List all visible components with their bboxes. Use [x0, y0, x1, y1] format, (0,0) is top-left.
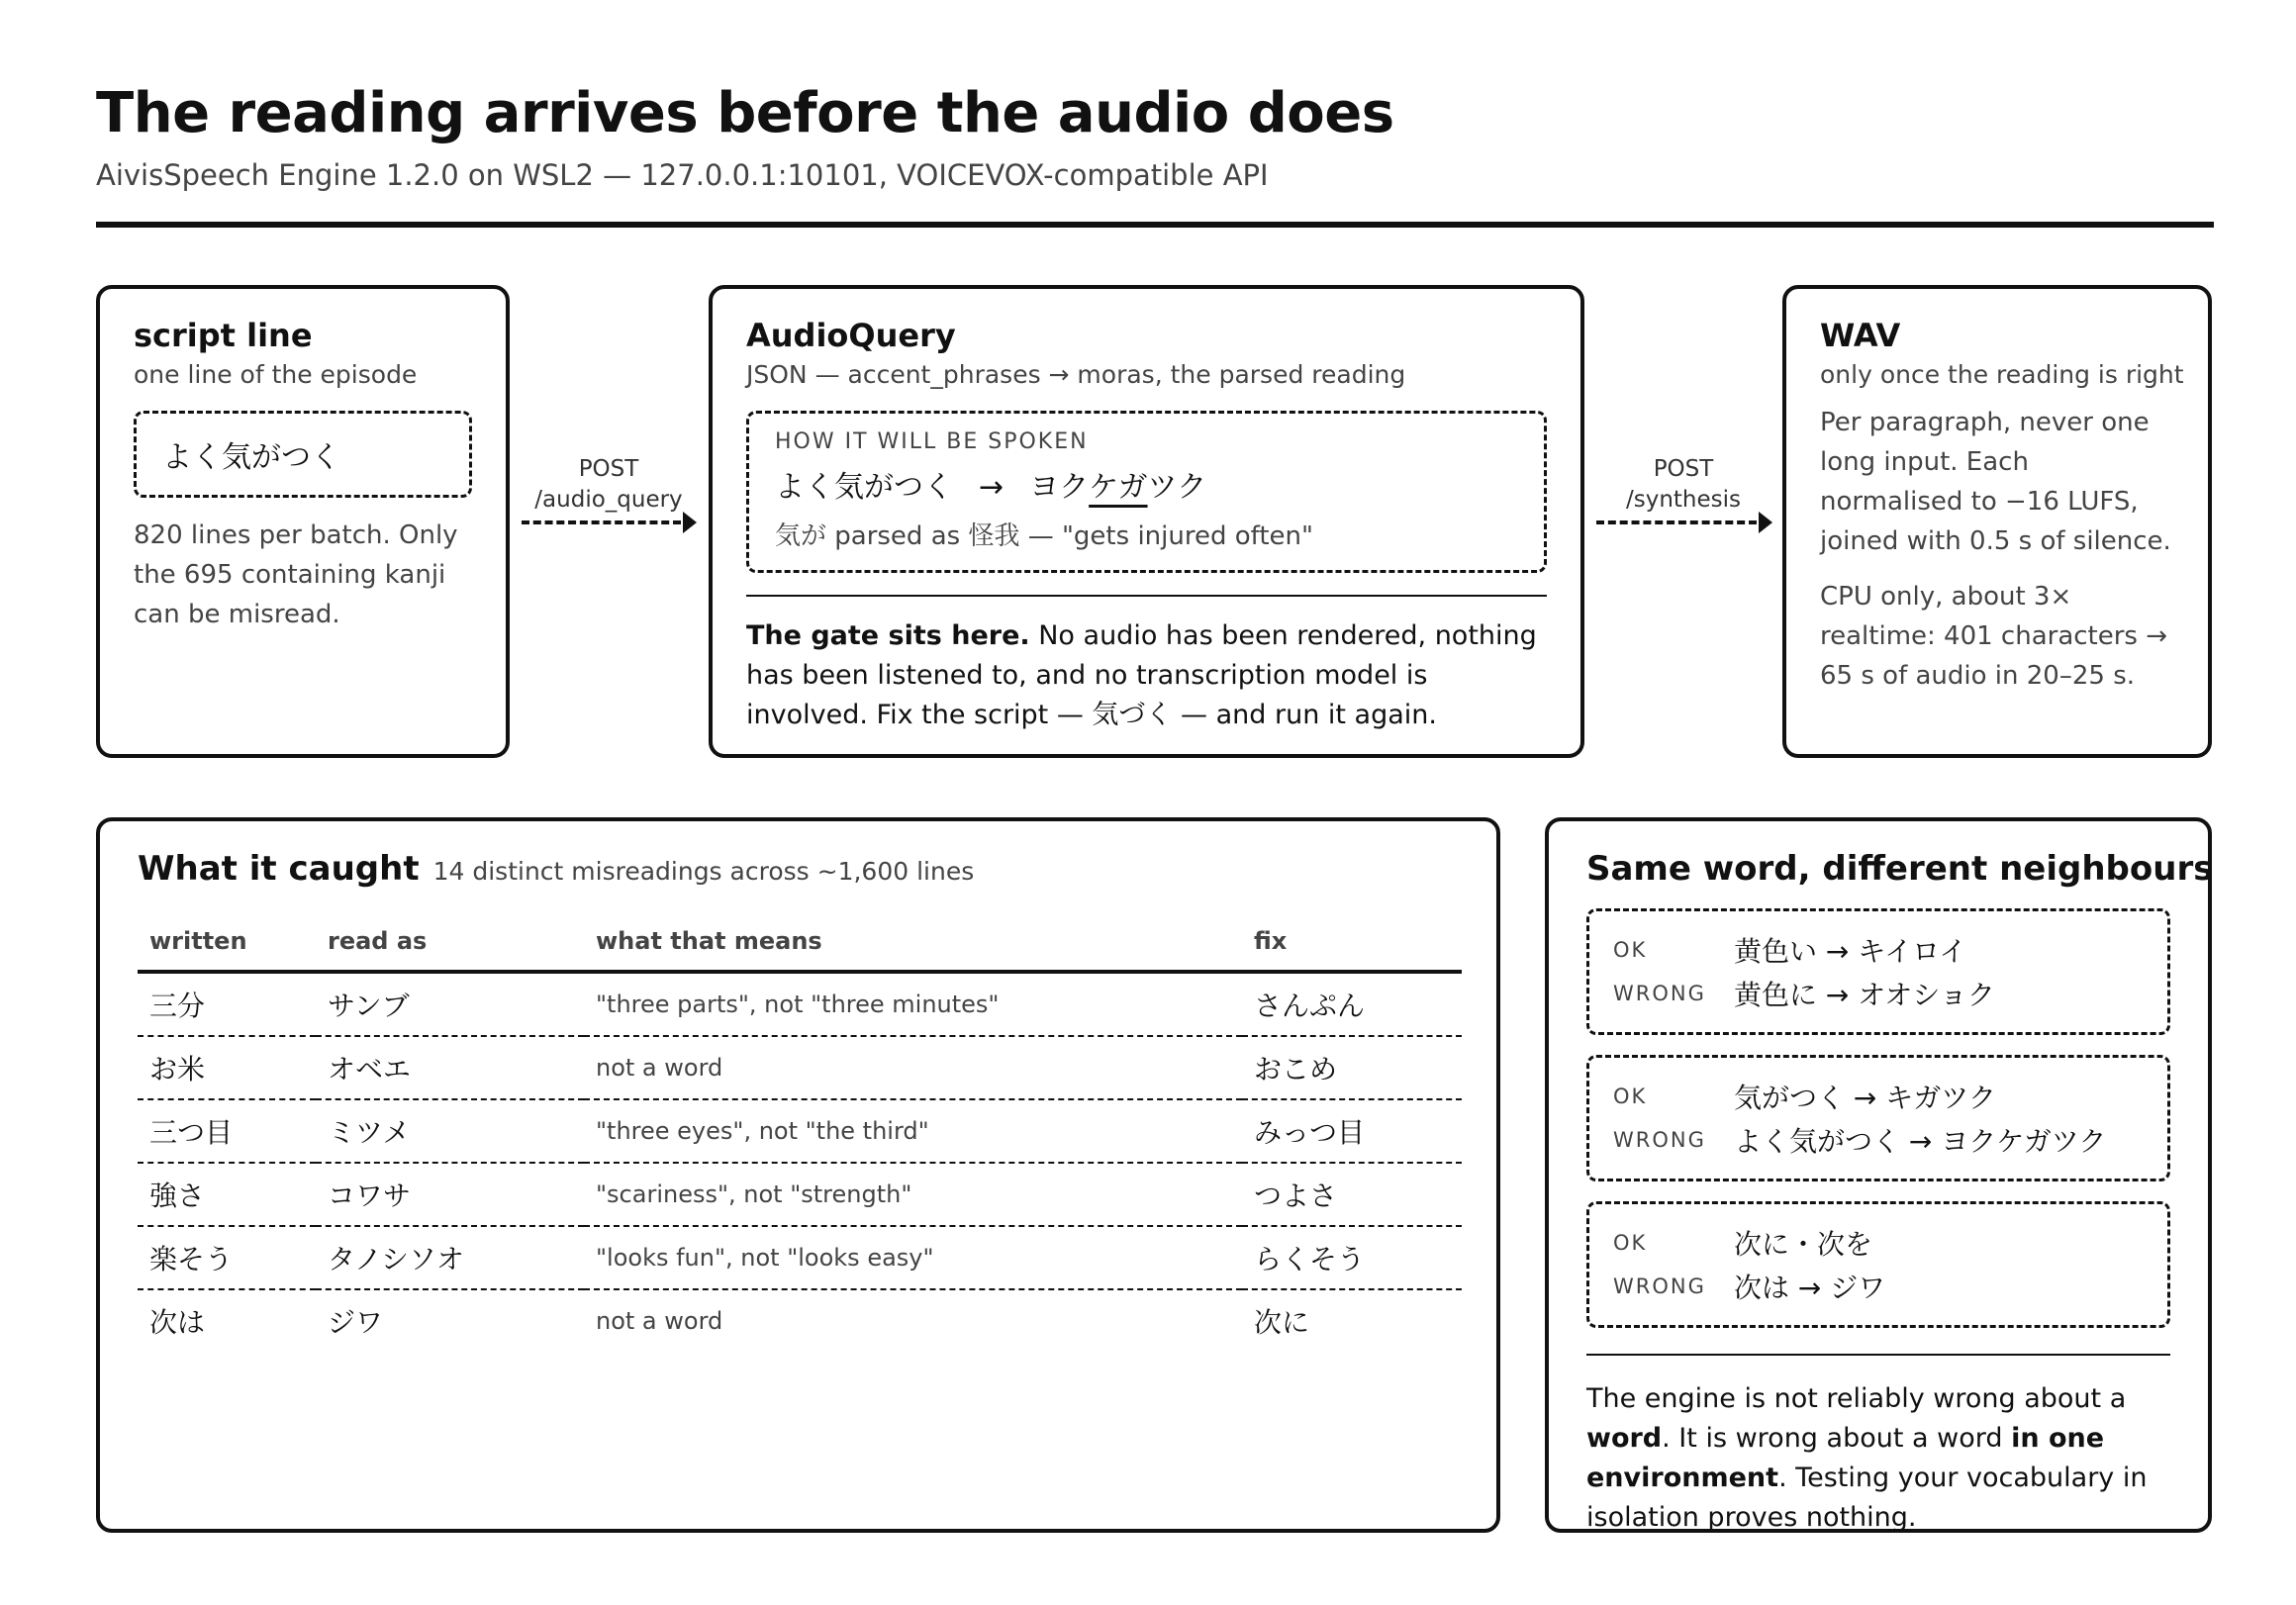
script-line-box	[96, 285, 510, 758]
context-pair	[1586, 1055, 2170, 1181]
wrong-example: よく気がつく → ヨクケガツク	[1734, 1125, 2107, 1158]
script-line-example-text: よく気がつく	[162, 440, 340, 475]
pair-wrong-row	[1613, 1265, 2144, 1308]
cell-fix: みっつ目	[1242, 1099, 1462, 1163]
wrong-example: 黄色に → オオショク	[1734, 979, 1995, 1011]
wav-subtitle: only once the reading is right	[1820, 360, 2184, 389]
reading-prefix: ヨク	[1029, 470, 1090, 505]
spoken-reading-panel	[746, 411, 1547, 573]
page-title: The reading arrives before the audio does	[96, 81, 1394, 145]
audio-query-connector-label	[510, 454, 708, 516]
context-pair	[1586, 908, 2170, 1035]
cell-fix: つよさ	[1242, 1163, 1462, 1226]
cell-written: 三分	[138, 972, 316, 1036]
misreadings-table	[138, 912, 1462, 1352]
script-line-subtitle: one line of the episode	[134, 360, 418, 389]
misreadings-subtitle: 14 distinct misreadings across ~1,600 lines	[432, 857, 975, 886]
misread-segment: ケガ	[1089, 470, 1148, 505]
wrong-tag: WRONG	[1613, 982, 1706, 1005]
table-row	[138, 972, 1462, 1036]
context-note-part: The engine is not reliably wrong about a	[1586, 1383, 2127, 1414]
connector-line	[522, 520, 681, 524]
reading-suffix: ツク	[1147, 470, 1207, 505]
audio-query-divider	[746, 595, 1547, 597]
arrow-head-icon	[683, 512, 697, 533]
context-pair	[1586, 1201, 2170, 1328]
column-header-read-as: read as	[316, 912, 584, 972]
script-line-example	[134, 411, 472, 498]
pair-ok-row	[1613, 928, 2144, 972]
cell-fix: 次に	[1254, 1306, 1310, 1339]
wav-title: WAV	[1820, 317, 1901, 354]
parse-note: 気が parsed as 怪我 — "gets injured often"	[775, 521, 1313, 551]
audio-query-subtitle: JSON — accent_phrases → moras, the parsed reading	[746, 360, 1406, 389]
cell-fix: おこめ	[1242, 1036, 1462, 1099]
wav-box	[1782, 285, 2212, 758]
arrow-head-icon	[1759, 512, 1772, 533]
spoken-label: HOW IT WILL BE SPOKEN	[775, 429, 1089, 454]
table-row	[138, 1099, 1462, 1163]
cell-read-as: サンブ	[316, 972, 584, 1036]
ok-tag: OK	[1613, 1231, 1648, 1255]
misreadings-title: What it caught	[138, 849, 420, 889]
script-line-title: script line	[134, 317, 313, 354]
cell-written: 楽そう	[138, 1226, 316, 1289]
context-note-part: . It is wrong about a word	[1662, 1423, 2012, 1454]
page-subtitle: AivisSpeech Engine 1.2.0 on WSL2 — 127.0.0.1:10101, VOICEVOX-compatible API	[96, 158, 1269, 192]
audio-query-box	[709, 285, 1584, 758]
script-line-note: 820 lines per batch. Only the 695 containing kanji can be misread.	[134, 520, 458, 629]
cell-written: 次は	[149, 1306, 206, 1339]
pair-ok-row	[1613, 1221, 2144, 1265]
table-header-row	[138, 912, 1462, 972]
gate-note	[746, 616, 1547, 735]
cell-read-as: コワサ	[316, 1163, 584, 1226]
spoken-reading-line	[775, 462, 1518, 506]
column-header-fix: fix	[1242, 912, 1462, 972]
misreadings-box	[96, 817, 1500, 1533]
ok-example: 次に・次を	[1734, 1228, 1873, 1261]
connector-path: /audio_query	[534, 487, 683, 513]
cell-fix: さんぷん	[1242, 972, 1462, 1036]
connector-path: /synthesis	[1625, 487, 1742, 513]
audio-query-title: AudioQuery	[746, 317, 956, 354]
context-note-part: . Testing your vocabulary in isolation proves nothing.	[1586, 1463, 2148, 1533]
written-text: よく気がつく	[775, 470, 953, 505]
gate-note-text: No audio has been rendered, nothing has been listened to, and no transcription model is involved. Fix the script — 気づく — and run it again.	[746, 620, 1537, 730]
table-row	[138, 1036, 1462, 1099]
wav-note-speed: CPU only, about 3× realtime: 401 characters → 65 s of audio in 20–25 s.	[1820, 582, 2168, 691]
wrong-tag: WRONG	[1613, 1275, 1706, 1298]
context-note-bold: word	[1586, 1423, 1663, 1454]
wav-note-paragraphs: Per paragraph, never one long input. Each normalised to −16 LUFS, joined with 0.5 s of silence.	[1820, 408, 2171, 556]
table-row	[138, 1289, 1462, 1352]
cell-written: お米	[138, 1036, 316, 1099]
ok-example: 気がつく → キガツク	[1734, 1082, 1996, 1114]
cell-written: 三つ目	[138, 1099, 316, 1163]
context-box	[1545, 817, 2212, 1533]
connector-method: POST	[578, 456, 639, 482]
context-note-bold: in one environment	[1586, 1423, 2105, 1493]
pair-ok-row	[1613, 1075, 2144, 1118]
cell-meaning: "three eyes", not "the third"	[584, 1099, 1242, 1163]
synthesis-connector-label	[1584, 454, 1782, 516]
connector-line	[1596, 520, 1757, 524]
pair-wrong-row	[1613, 972, 2144, 1015]
cell-read-as: タノシソオ	[316, 1226, 584, 1289]
ok-tag: OK	[1613, 938, 1648, 962]
pair-wrong-row	[1613, 1118, 2144, 1162]
ok-tag: OK	[1613, 1085, 1648, 1108]
cell-meaning: "looks fun", not "looks easy"	[584, 1226, 1242, 1289]
cell-meaning: "three parts", not "three minutes"	[584, 972, 1242, 1036]
context-divider	[1586, 1354, 2170, 1356]
wrong-tag: WRONG	[1613, 1128, 1706, 1152]
wrong-example: 次は → ジワ	[1734, 1272, 1886, 1304]
cell-fix: らくそう	[1242, 1226, 1462, 1289]
cell-read-as: オベエ	[316, 1036, 584, 1099]
cell-read-as: ジワ	[328, 1306, 384, 1339]
table-row	[138, 1226, 1462, 1289]
cell-meaning: not a word	[584, 1036, 1242, 1099]
context-note	[1586, 1379, 2170, 1538]
misreadings-header	[138, 849, 1459, 889]
header-rule	[96, 222, 2214, 228]
context-title: Same word, different neighbours	[1586, 849, 2214, 889]
cell-written: 強さ	[138, 1163, 316, 1226]
cell-meaning: "scariness", not "strength"	[584, 1163, 1242, 1226]
column-header-meaning: what that means	[584, 912, 1242, 972]
table-row	[138, 1163, 1462, 1226]
column-header-written: written	[138, 912, 316, 972]
connector-method: POST	[1653, 456, 1714, 482]
gate-note-bold: The gate sits here.	[746, 620, 1030, 651]
cell-meaning: not a word	[596, 1307, 723, 1335]
ok-example: 黄色い → キイロイ	[1734, 935, 1967, 968]
cell-read-as: ミツメ	[316, 1099, 584, 1163]
arrow-right-icon: →	[979, 470, 1004, 505]
